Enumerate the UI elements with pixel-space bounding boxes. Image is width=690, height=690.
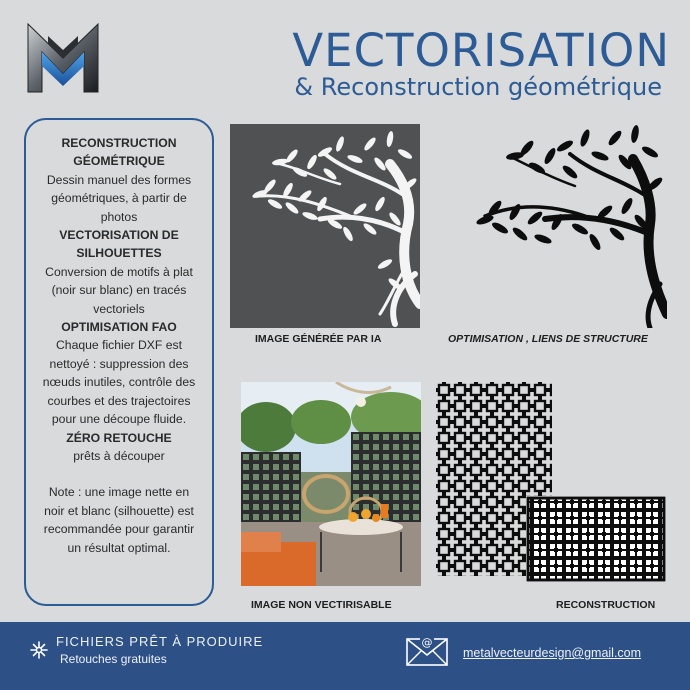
page-title: VECTORISATION [292, 24, 670, 77]
optimised-structure-image [445, 124, 667, 328]
note-text: recommandée pour garantir [43, 522, 195, 537]
caption-optimisation: OPTIMISATION , LIENS DE STRUCTURE [448, 333, 648, 345]
section-text: photos [100, 209, 138, 224]
note-text: un résultat optimal. [67, 540, 171, 555]
svg-text:@: @ [421, 636, 433, 649]
garden-photo [241, 382, 421, 586]
section-text: vectoriels [93, 301, 145, 316]
section-title: ZÉRO RETOUCHE [66, 430, 172, 445]
email-link[interactable]: metalvecteurdesign@gmail.com [463, 646, 642, 660]
section-text: Chaque fichier DXF est [56, 338, 182, 353]
services-panel [24, 118, 214, 606]
ai-generated-tree-image [230, 124, 420, 328]
footer-subtitle: Retouches gratuites [60, 652, 167, 666]
mail-icon [406, 636, 448, 666]
note-text: noir et blanc (silhouette) est [44, 503, 194, 518]
section-text: Conversion de motifs à plat [45, 264, 193, 279]
section-text: (noir sur blanc) en tracés [51, 283, 187, 298]
caption-ai-image: IMAGE GÉNÉRÉE PAR IA [255, 333, 382, 345]
logo [26, 22, 100, 94]
footer-title: FICHIERS PRÊT À PRODUIRE [56, 634, 264, 649]
section-text: pour une découpe fluide. [51, 412, 187, 427]
reconstruction-pattern-image [436, 382, 666, 582]
section-text: prêts à découper [73, 448, 165, 463]
section-text: nœuds inutiles, contrôle des [42, 375, 196, 390]
note-text: Note : une image nette en [48, 485, 190, 500]
section-title: SILHOUETTES [76, 246, 162, 261]
section-text: Dessin manuel des formes [46, 172, 192, 187]
caption-reconstruction: RECONSTRUCTION [556, 599, 656, 611]
caption-non-vectorisable: IMAGE NON VECTIRISABLE [251, 599, 392, 611]
section-title: RECONSTRUCTION [61, 136, 177, 150]
section-text: nettoyé : suppression des [49, 356, 189, 371]
section-title: VECTORISATION DE [59, 228, 179, 243]
sparkle-icon [30, 641, 48, 659]
section-text: courbes et des trajectoires [47, 393, 191, 408]
section-text: géométriques, à partir de [51, 191, 187, 206]
section-title: OPTIMISATION FAO [61, 320, 177, 335]
section-title: GÉOMÉTRIQUE [73, 154, 165, 169]
page-subtitle: & Reconstruction géométrique [294, 73, 662, 101]
